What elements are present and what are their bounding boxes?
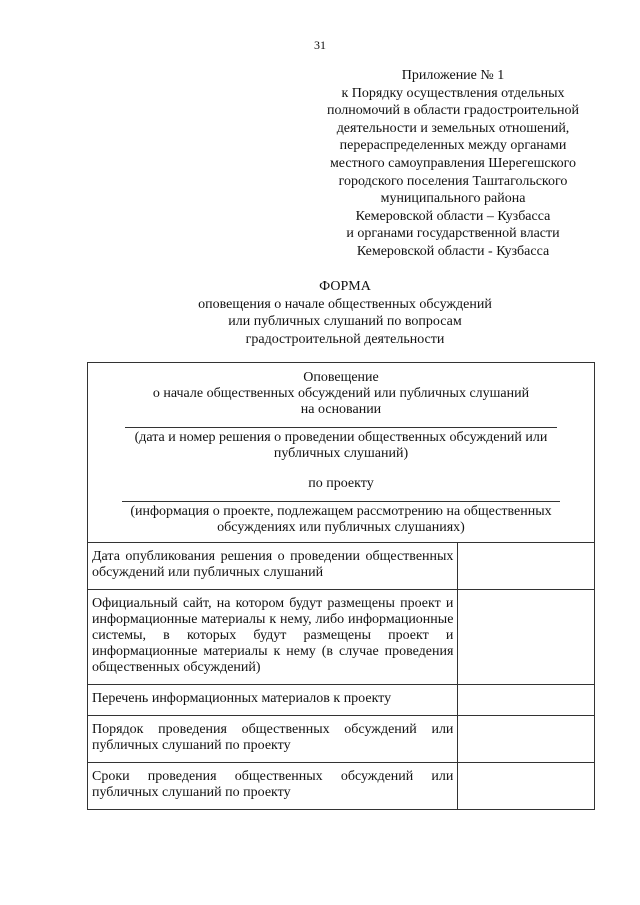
decision-hint-line: публичных слушаний) xyxy=(273,446,409,461)
notice-subtitle-line: на основании xyxy=(300,402,382,417)
table-row xyxy=(88,590,595,685)
notice-title: Оповещение xyxy=(303,370,379,385)
row-label-terms: Сроки проведения общественных обсуждений или публичных слушаний по проекту xyxy=(88,763,458,810)
row-value-terms[interactable] xyxy=(458,763,595,810)
appendix-line: Кемеровской области - Кузбасса xyxy=(356,243,550,259)
table-row xyxy=(88,763,595,810)
appendix-line: перераспределенных между органами xyxy=(339,138,567,154)
row-label-official-site: Официальный сайт, на котором будут размещены проект и информационные материалы к нему, либо информационные системы, в которых будут размещены проект и информационные материалы к нему (в случае проведения общественных обсуждений) xyxy=(88,590,458,685)
row-label-publication-date: Дата опубликования решения о проведении общественных обсуждений или публичных слушаний xyxy=(88,543,458,590)
project-label: по проекту xyxy=(308,476,374,491)
appendix-line: Кемеровской области – Кузбасса xyxy=(355,208,551,224)
row-label-procedure: Порядок проведения общественных обсуждений или публичных слушаний по проекту xyxy=(88,716,458,763)
notice-header-row xyxy=(88,363,595,543)
appendix-reference xyxy=(318,67,588,261)
project-hint-line: (информация о проекте, подлежащем рассмотрению на общественных xyxy=(130,504,552,519)
form-heading xyxy=(90,278,600,348)
notice-form-table xyxy=(87,362,595,810)
form-heading-line: или публичных слушаний по вопросам xyxy=(228,314,462,329)
appendix-line: местного самоуправления Шерегешского xyxy=(329,155,577,171)
row-value-procedure[interactable] xyxy=(458,716,595,763)
row-value-publication-date[interactable] xyxy=(458,543,595,590)
appendix-line: муниципального района xyxy=(380,191,526,207)
appendix-line: к Порядку осуществления отдельных xyxy=(341,85,565,101)
appendix-line: и органами государственной власти xyxy=(346,226,560,242)
project-hint-line: обсуждениях или публичных слушаниях) xyxy=(217,520,465,535)
notice-subtitle-line: о начале общественных обсуждений или публичных слушаний xyxy=(152,386,530,401)
appendix-line: городского поселения Таштагольского xyxy=(338,173,568,189)
table-row xyxy=(88,543,595,590)
row-value-official-site[interactable] xyxy=(458,590,595,685)
table-row xyxy=(88,716,595,763)
row-value-materials-list[interactable] xyxy=(458,685,595,716)
decision-hint-line: (дата и номер решения о проведении общественных обсуждений или xyxy=(134,430,548,445)
page-number: 31 xyxy=(314,38,326,52)
project-fill-line[interactable] xyxy=(122,500,560,502)
row-label-materials-list: Перечень информационных материалов к проекту xyxy=(88,685,458,716)
form-heading-line: оповещения о начале общественных обсуждений xyxy=(198,296,492,312)
decision-fill-line[interactable] xyxy=(125,426,557,428)
appendix-line: Приложение № 1 xyxy=(401,68,505,83)
notice-header-cell xyxy=(88,363,595,543)
appendix-line: полномочий в области градостроительной xyxy=(326,103,580,119)
form-heading-line: градостроительной деятельности xyxy=(245,331,445,347)
appendix-line: деятельности и земельных отношений, xyxy=(336,120,570,136)
form-title: ФОРМА xyxy=(319,279,371,294)
table-row xyxy=(88,685,595,716)
